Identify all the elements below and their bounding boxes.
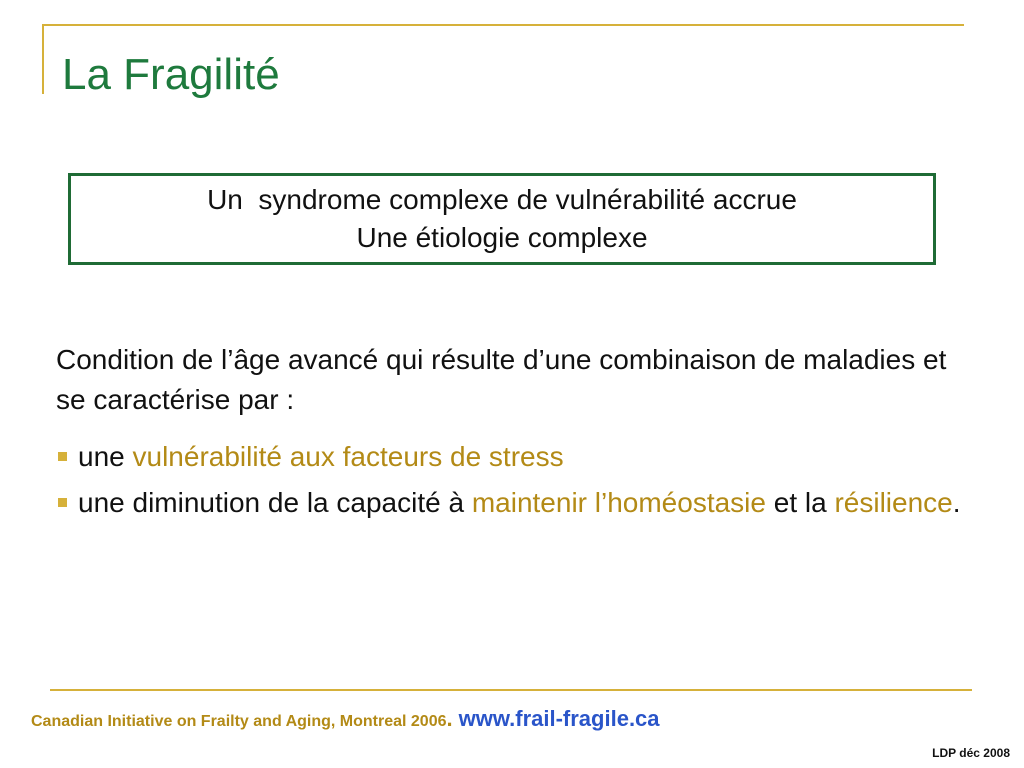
body-paragraph: Condition de l’âge avancé qui résulte d’une combinaison de maladies et se caractérise par :	[56, 344, 947, 415]
bullet-list	[56, 437, 976, 529]
website-link[interactable]: www.frail-fragile.ca	[458, 706, 660, 731]
callout-line-1: Un syndrome complexe de vulnérabilité accrue	[207, 184, 797, 215]
callout-line-2: Une étiologie complexe	[356, 222, 648, 253]
footer-rule	[50, 689, 972, 691]
callout-box	[68, 173, 936, 265]
slide-title: La Fragilité	[62, 50, 280, 99]
frame-left-rule	[42, 24, 44, 94]
bullet-1-prefix: une	[78, 441, 133, 472]
bullet-item-2	[56, 483, 976, 523]
bullet-2-middle: et la	[765, 487, 835, 518]
square-bullet-icon	[58, 452, 67, 461]
bullet-2-highlight-2: résilience	[834, 487, 953, 518]
bullet-item-1	[56, 437, 976, 477]
frame-top-rule	[42, 24, 964, 26]
bullet-1-highlight: vulnérabilité aux facteurs de stress	[132, 441, 564, 472]
citation-text: Canadian Initiative on Frailty and Aging, Montreal 2006	[31, 713, 447, 730]
footer-citation	[31, 706, 660, 732]
bullet-2-prefix: une diminution de la capacité à	[78, 487, 472, 518]
citation-separator: .	[446, 706, 453, 731]
bullet-2-highlight-1: maintenir l’homéostasie	[471, 487, 766, 518]
square-bullet-icon	[58, 498, 67, 507]
date-stamp: LDP déc 2008	[932, 746, 1010, 760]
bullet-2-suffix: .	[952, 487, 961, 518]
